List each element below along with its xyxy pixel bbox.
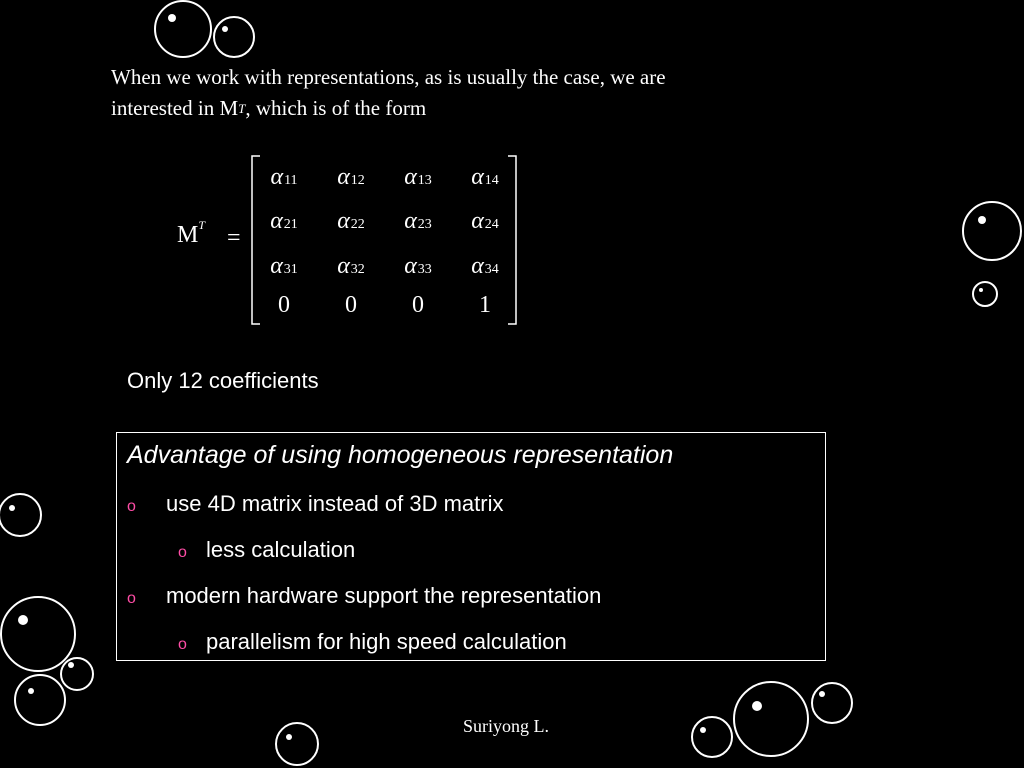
matrix-cell-symbol: α: [404, 164, 417, 190]
matrix-cell-symbol: 0: [345, 292, 357, 318]
bullet-text: less calculation: [206, 537, 356, 562]
bullet-text: use 4D matrix instead of 3D matrix: [166, 491, 504, 516]
matrix-cell: [386, 253, 450, 280]
matrix-cell-symbol: α: [270, 253, 283, 279]
bubble: [1, 597, 75, 671]
advantage-title: Advantage of using homogeneous representation: [127, 441, 674, 469]
matrix-cell: [252, 253, 316, 280]
bubble: [692, 717, 732, 757]
matrix-cell: [252, 292, 316, 319]
matrix-cell-subscript: 23: [417, 217, 432, 232]
bullet-text: parallelism for high speed calculation: [206, 629, 567, 654]
matrix-cell-symbol: α: [471, 208, 484, 234]
bubble: [155, 1, 211, 57]
matrix-cell-subscript: 34: [484, 262, 499, 277]
footer-author: Suriyong L.: [463, 716, 550, 736]
bubble: [812, 683, 852, 723]
bubble: [15, 675, 65, 725]
matrix-cell-subscript: 31: [283, 262, 298, 277]
intro-line-2-start: interested in M: [111, 96, 239, 120]
advantage-box: [116, 432, 826, 661]
bubble: [963, 202, 1021, 260]
matrix-cell-symbol: α: [270, 164, 284, 190]
matrix-lhs-symbol: M: [177, 222, 199, 248]
equals-sign: =: [227, 225, 241, 251]
matrix-cell-subscript: 11: [284, 173, 298, 188]
matrix-cell: [252, 164, 316, 191]
matrix-cell-subscript: 13: [417, 173, 432, 188]
intro-line-2-end: , which is of the form: [245, 96, 427, 120]
matrix-cell: [453, 253, 517, 280]
matrix-cell: [386, 208, 450, 235]
matrix-equation: [177, 152, 537, 330]
bubble: [734, 682, 808, 756]
matrix-cell-symbol: α: [471, 253, 484, 279]
matrix-cell-symbol: α: [337, 253, 350, 279]
bullet-text: modern hardware support the representation: [166, 583, 602, 608]
matrix-cell: [386, 164, 450, 191]
bubble: [61, 658, 93, 690]
matrix-cell-symbol: α: [337, 164, 350, 190]
matrix-cell-symbol: 0: [412, 292, 424, 318]
matrix-cell: [453, 292, 517, 319]
bubble: [276, 723, 318, 765]
intro-line-1: When we work with representations, as is usually the case, we are: [111, 65, 666, 89]
matrix-cell-subscript: 21: [283, 217, 298, 232]
matrix-cell-subscript: 33: [417, 262, 432, 277]
bullet-marker: o: [127, 590, 136, 607]
matrix-cell: [319, 164, 383, 191]
matrix-cell: [319, 208, 383, 235]
intro-text: [111, 62, 831, 126]
only-coefficients-text: Only 12 coefficients: [127, 368, 319, 393]
matrix-cell-subscript: 14: [484, 173, 499, 188]
matrix-lhs-superscript: T: [198, 218, 206, 232]
matrix-cell-subscript: 24: [484, 217, 499, 232]
matrix-cell-symbol: 0: [278, 292, 290, 318]
bullet-marker: o: [178, 636, 187, 653]
bubble: [0, 494, 41, 536]
matrix-cell-symbol: α: [270, 208, 283, 234]
matrix-cell: [453, 208, 517, 235]
matrix-cell: [252, 208, 316, 235]
matrix-cell-subscript: 22: [350, 217, 365, 232]
intro-line-2: [111, 93, 831, 126]
matrix-cell-symbol: α: [404, 208, 417, 234]
matrix-cell-symbol: α: [337, 208, 350, 234]
intro-superscript: T: [238, 101, 246, 116]
bubble: [214, 17, 254, 57]
matrix-cell-subscript: 12: [350, 173, 365, 188]
matrix-cell-symbol: 1: [479, 292, 491, 318]
matrix-cell: [319, 292, 383, 319]
bubble: [973, 282, 997, 306]
matrix-cell: [319, 253, 383, 280]
matrix-cell-subscript: 32: [350, 262, 365, 277]
matrix-cell: [386, 292, 450, 319]
matrix-cell-symbol: α: [471, 164, 484, 190]
matrix-cell: [453, 164, 517, 191]
bullet-marker: o: [178, 544, 187, 561]
bullet-marker: o: [127, 498, 136, 515]
matrix-cell-symbol: α: [404, 253, 417, 279]
